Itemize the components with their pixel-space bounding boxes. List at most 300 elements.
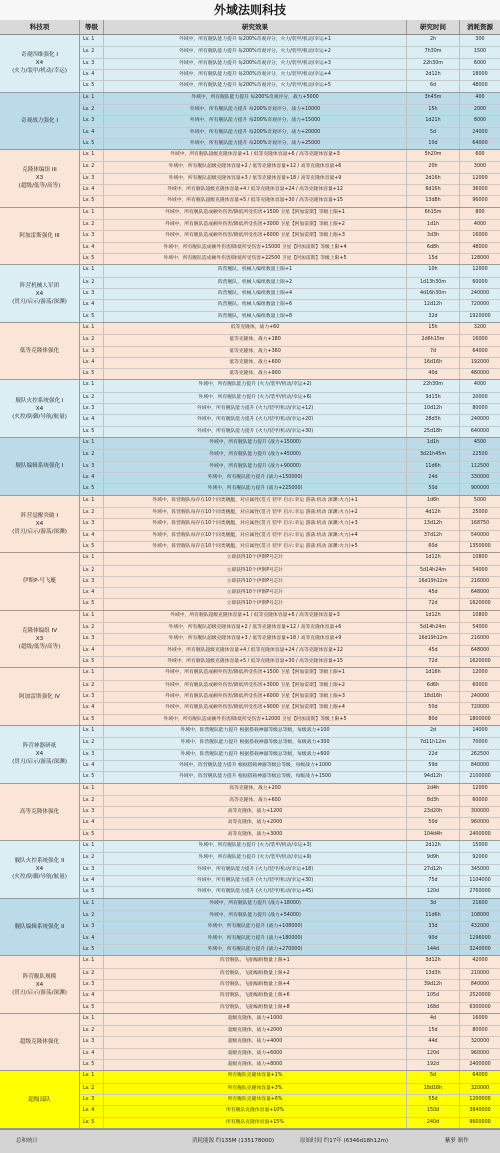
- tech-group: [0, 668, 500, 726]
- tech-group: [0, 553, 500, 611]
- time-cell: 20h: [407, 162, 460, 172]
- table-row: [80, 622, 500, 633]
- time-cell: 5d14h24m: [407, 623, 460, 633]
- effect-cell: 高等克隆体，战力+200: [104, 784, 407, 795]
- cost-cell: 640000: [470, 428, 490, 434]
- effect-cell: 外域中，所有舰队能力提升 (战力+15000): [104, 438, 407, 449]
- tech-group-rows: [80, 784, 500, 841]
- effect-cell: 外域中，所有舰队能力提升 (战力+150000): [104, 473, 407, 483]
- cost-cell: 300: [475, 37, 485, 42]
- level-cell: Lv. 2: [80, 681, 104, 691]
- time-cell: 6d8h: [407, 243, 460, 253]
- effect-cell: 阵营舰队，飞船编组数量上限+2: [104, 969, 407, 979]
- header-cost: 消耗资源: [467, 23, 493, 31]
- tech-group: [0, 1014, 500, 1072]
- table-row: [80, 323, 500, 334]
- table-row: [80, 208, 500, 219]
- level-cell: Lv. 3: [80, 865, 104, 875]
- cost-cell: 720000: [470, 302, 490, 308]
- table-row: [80, 910, 500, 921]
- tech-group: [0, 496, 500, 554]
- effect-cell: 外域中，所有舰队能力提升 每200%奇观评分，火力/装甲/机动/幸运+1: [104, 35, 407, 46]
- time-cell: 33d: [407, 922, 460, 932]
- table-row: [80, 1036, 500, 1047]
- table-row: [80, 541, 500, 552]
- effect-cell: 超级克隆体，战力+4000: [104, 1037, 407, 1047]
- table-row: [80, 173, 500, 184]
- table-row: [80, 58, 500, 69]
- table-row: [80, 461, 500, 472]
- table-row: [80, 150, 500, 161]
- time-cell: 22h30m: [407, 380, 460, 391]
- tech-group-rows: [80, 899, 500, 956]
- totals-time: 原始时间 约17年 (6346d18h12m): [300, 1138, 389, 1144]
- level-cell: Lv. 1: [80, 956, 104, 967]
- level-cell: Lv. 1: [80, 841, 104, 852]
- cost-cell: 648000: [470, 647, 490, 653]
- cost-cell: 960000: [470, 1050, 490, 1056]
- time-cell: 10d: [407, 139, 460, 149]
- effect-cell: 低等克隆体，战力+360: [104, 347, 407, 357]
- cost-cell: 1296000: [469, 935, 491, 941]
- time-cell: 2d: [407, 726, 460, 737]
- header-level: 等级: [80, 20, 104, 34]
- effect-cell: 外域中，所有舰队超级克隆体容量+3 / 低等克隆体容量+18 / 高等克隆体容量+9: [104, 634, 407, 644]
- time-cell: 55d: [407, 1095, 460, 1105]
- time-cell: 3d13h: [407, 393, 460, 403]
- effect-cell: 超级克隆体，战力+1000: [104, 1014, 407, 1025]
- time-cell: 3d: [407, 899, 460, 910]
- cost-cell: 6000: [473, 60, 487, 66]
- effect-cell: 高等克隆体，战力+2000: [104, 818, 407, 828]
- time-cell: 6h15m: [407, 208, 460, 219]
- table-row: [80, 1059, 500, 1070]
- effect-cell: 外域中，所有舰队能力提升 每200%奇观评分，火力/装甲/机动/幸运+2: [104, 47, 407, 57]
- table-row: [80, 691, 500, 702]
- table-row: [80, 483, 500, 494]
- table-row: [80, 611, 500, 622]
- level-cell: Lv. 1: [80, 208, 104, 219]
- level-cell: Lv. 2: [80, 450, 104, 460]
- effect-cell: 外域中，阵营舰队每存在10个同类舰艇，对应属性(贯刃 装甲 启示:幸运 游荡:机动 深渊:火力)+2: [104, 508, 407, 518]
- time-cell: 22d: [407, 750, 460, 760]
- totals-row: [0, 1129, 500, 1153]
- cost-cell: 320000: [470, 1039, 490, 1045]
- time-cell: 45d: [407, 646, 460, 656]
- table-row: [80, 633, 500, 644]
- table-row: [80, 1083, 500, 1094]
- effect-cell: 阵营舰队，飞船编组数量上限+8: [104, 1003, 407, 1013]
- cost-cell: 3000: [473, 164, 487, 170]
- effect-cell: 阵营舰队，机械人编组数量上限+2: [104, 278, 407, 288]
- cost-cell: 80000: [472, 406, 488, 412]
- tech-group: [0, 956, 500, 1014]
- tech-group: [0, 150, 500, 208]
- effect-cell: 立即获得10个伊斯P号芯片: [104, 588, 407, 598]
- table-row: [80, 864, 500, 875]
- table-row: [80, 138, 500, 149]
- time-cell: 39d12h: [407, 980, 460, 990]
- effect-cell: 外域中，所有舰队能力提升 (战力+180000): [104, 934, 407, 944]
- level-cell: Lv. 2: [80, 911, 104, 921]
- tech-group-rows: [80, 323, 500, 380]
- table-row: [80, 357, 500, 368]
- tech-group-name: 低等克隆体强化: [0, 323, 80, 380]
- level-cell: Lv. 3: [80, 692, 104, 702]
- tech-group: [0, 438, 500, 496]
- tech-group-name: 超级部队: [0, 1071, 80, 1128]
- table-row: [80, 80, 500, 91]
- time-cell: 72d: [407, 657, 460, 667]
- table-row: [80, 414, 500, 425]
- table-row: [80, 392, 500, 403]
- table-row: [80, 587, 500, 598]
- level-cell: Lv. 1: [80, 93, 104, 104]
- time-cell: 11d6h: [407, 911, 460, 921]
- table-row: [80, 668, 500, 679]
- table-row: [80, 598, 500, 609]
- time-cell: 18d16h: [407, 1084, 460, 1094]
- effect-cell: 外域中，所有舰队能力提升 (战力+18000): [104, 899, 407, 910]
- effect-cell: 低等克隆体，战力+900: [104, 369, 407, 379]
- table-row: [80, 334, 500, 345]
- tech-group-rows: [80, 150, 500, 207]
- level-cell: Lv. 5: [80, 945, 104, 955]
- tech-group-name: 超级克隆体强化: [0, 1014, 80, 1071]
- level-cell: Lv. 2: [80, 508, 104, 518]
- cost-cell: 64000: [472, 1073, 488, 1079]
- table-row: [80, 253, 500, 264]
- time-cell: 2d12h: [407, 70, 460, 80]
- table-row: [80, 161, 500, 172]
- level-cell: Lv. 3: [80, 922, 104, 932]
- effect-cell: 超级克隆体，战力+8000: [104, 1060, 407, 1070]
- table-row: [80, 714, 500, 725]
- cost-cell: 5000: [473, 497, 487, 503]
- level-cell: Lv. 5: [80, 715, 104, 725]
- cost-cell: 216000: [470, 636, 490, 642]
- level-cell: Lv. 1: [80, 1014, 104, 1025]
- cost-cell: 60000: [472, 279, 488, 285]
- tech-group-rows: [80, 611, 500, 668]
- tech-group-name: 克隆体编组 IV X3 (超级/低等/高等): [0, 611, 80, 668]
- tech-group: [0, 784, 500, 842]
- tech-group: [0, 323, 500, 381]
- time-cell: 2d4h: [407, 784, 460, 795]
- time-cell: 3d3h: [407, 231, 460, 241]
- cost-cell: 1104000: [469, 878, 491, 884]
- tech-group-name: 阵营舰队规模 X4 (贯刃/启示/游荡/深渊): [0, 956, 80, 1013]
- effect-cell: 外域中，所有舰队能力提升 (战力+54000): [104, 911, 407, 921]
- effect-cell: 外域中，阵营舰队每存在10个同类舰艇，对应属性(贯刃 装甲 启示:幸运 游荡:机动 深渊:火力)+5: [104, 542, 407, 552]
- table-row: [80, 46, 500, 57]
- level-cell: Lv. 1: [80, 668, 104, 679]
- level-cell: Lv. 3: [80, 1037, 104, 1047]
- cost-cell: 108000: [470, 912, 490, 918]
- level-cell: Lv. 2: [80, 47, 104, 57]
- cost-cell: 3200: [473, 324, 487, 330]
- level-cell: Lv. 3: [80, 980, 104, 990]
- time-cell: 22h30m: [407, 59, 460, 69]
- table-row: [80, 656, 500, 667]
- effect-cell: 所有舰队克隆体容量+6%: [104, 1095, 407, 1105]
- time-cell: 90d: [407, 934, 460, 944]
- totals-label: 总和统计: [16, 1138, 39, 1144]
- time-cell: 94d12h: [407, 772, 460, 782]
- effect-cell: 外域中，所有舰队能力提升 (战力+45000): [104, 450, 407, 460]
- time-cell: 5h20m: [407, 150, 460, 161]
- table-row: [80, 565, 500, 576]
- table-row: [80, 230, 500, 241]
- table-row: [80, 899, 500, 910]
- time-cell: 8d3h: [407, 796, 460, 806]
- level-cell: Lv. 1: [80, 899, 104, 910]
- effect-cell: 所有舰队克隆体容量+1%: [104, 1071, 407, 1082]
- time-cell: 1d16h: [407, 668, 460, 679]
- time-cell: 9d9h: [407, 853, 460, 863]
- cost-cell: 2760000: [469, 889, 491, 895]
- table-row: [80, 645, 500, 656]
- cost-cell: 600: [475, 152, 485, 158]
- effect-cell: 外域中，所有舰队造成额外伤害/降低所受伤害+6000 卫星【阿加雷斯】等级上限+3: [104, 231, 407, 241]
- time-cell: 45d: [407, 588, 460, 598]
- time-cell: 40d: [407, 369, 460, 379]
- time-cell: 2d12h: [407, 841, 460, 852]
- tech-group-name: 克隆体编组 III X3 (超级/低等/高等): [0, 150, 80, 207]
- time-cell: 1d13h30m: [407, 278, 460, 288]
- effect-cell: 外域中，阵营舰队每存在10个同类舰艇，对应属性(贯刃 装甲 启示:幸运 游荡:机动 深渊:火力)+4: [104, 531, 407, 541]
- table-row: [80, 771, 500, 782]
- effect-cell: 立即获得10个伊斯P号芯片: [104, 599, 407, 609]
- cost-cell: 240000: [470, 417, 490, 423]
- effect-cell: 外域中，所有舰队超级克隆体容量+1 / 低等克隆体容量+6 / 高等克隆体容量+3: [104, 611, 407, 622]
- tech-group-name: 奇观战力强化 I: [0, 93, 80, 150]
- tech-group-rows: [80, 496, 500, 553]
- time-cell: 13d8h: [407, 196, 460, 206]
- table-row: [80, 93, 500, 104]
- effect-cell: 外域中，所有舰队造成额外伤害/降低所受伤害+1500 卫星【阿加雷斯】等级上限+1: [104, 668, 407, 679]
- effect-cell: 外域中，所有舰队能力提升 (战力+270000): [104, 945, 407, 955]
- table-row: [80, 852, 500, 863]
- header-tech-item: 科技项: [0, 20, 80, 34]
- cost-cell: 800: [475, 209, 485, 215]
- table-row: [80, 242, 500, 253]
- time-cell: 2d16h: [407, 174, 460, 184]
- cost-cell: 4000: [473, 382, 487, 388]
- effect-cell: 外域中，所有舰队超级克隆体容量+3 / 低等克隆体容量+18 / 高等克隆体容量+9: [104, 174, 407, 184]
- table-row: [80, 933, 500, 944]
- cost-cell: 2400000: [469, 831, 491, 837]
- effect-cell: 外域中，阵营舰队能力提升 根据搭载神器等级总等级，每级战力+1000: [104, 761, 407, 771]
- table-row: [80, 1025, 500, 1036]
- effect-cell: 外域中，所有舰队能力提升 (火力/装甲/机动/幸运+6): [104, 393, 407, 403]
- level-cell: Lv. 5: [80, 196, 104, 206]
- cost-cell: 64000: [472, 348, 488, 354]
- table-row: [80, 115, 500, 126]
- cost-cell: 210000: [470, 970, 490, 976]
- cost-cell: 36000: [472, 187, 488, 193]
- cost-cell: 10800: [472, 555, 488, 561]
- cost-cell: 330000: [470, 474, 490, 480]
- level-cell: Lv. 1: [80, 784, 104, 795]
- cost-cell: 54000: [472, 625, 488, 631]
- effect-cell: 外域中，所有舰队能力提升 每200%奇观评分，战力+5000: [104, 93, 407, 104]
- effect-cell: 超级克隆体，战力+2000: [104, 1026, 407, 1036]
- time-cell: 2d6h15m: [407, 335, 460, 345]
- effect-cell: 外域中，所有舰队超级克隆体容量+5 / 低等克隆体容量+30 / 高等克隆体容量+15: [104, 657, 407, 667]
- time-cell: 240d: [407, 1118, 460, 1128]
- time-cell: 3d12h: [407, 956, 460, 967]
- cost-cell: 12000: [472, 175, 488, 181]
- level-cell: Lv. 3: [80, 750, 104, 760]
- cost-cell: 4500: [473, 440, 487, 446]
- time-cell: 168d: [407, 1003, 460, 1013]
- effect-cell: 所有舰队克隆体容量+15%: [104, 1118, 407, 1128]
- time-cell: 4d12h: [407, 508, 460, 518]
- time-cell: 60d: [407, 542, 460, 552]
- cost-cell: 112500: [470, 463, 490, 469]
- time-cell: 32d: [407, 312, 460, 322]
- effect-cell: 外域中，所有舰队能力提升 (火力/装甲/机动/幸运+12): [104, 404, 407, 414]
- table-row: [80, 1117, 500, 1128]
- cost-cell: 320000: [470, 1085, 490, 1091]
- effect-cell: 立即获得10个伊斯P号芯片: [104, 553, 407, 564]
- effect-cell: 外域中，所有舰队能力提升 (火力/装甲/机动/幸运+20): [104, 415, 407, 425]
- table-row: [80, 438, 500, 449]
- level-cell: Lv. 4: [80, 761, 104, 771]
- level-cell: Lv. 4: [80, 1106, 104, 1116]
- cost-cell: 80000: [472, 1028, 488, 1034]
- cost-cell: 70000: [472, 740, 488, 746]
- effect-cell: 外域中，所有舰队能力提升 每200%奇观评分，战力+15000: [104, 116, 407, 126]
- effect-cell: 外域中，阵营舰队能力提升 根据搭载神器等级总等级，每级战力+100: [104, 726, 407, 737]
- cost-cell: 432000: [470, 924, 490, 930]
- tech-group-rows: [80, 841, 500, 898]
- level-cell: Lv. 4: [80, 934, 104, 944]
- table-row: [80, 944, 500, 955]
- level-cell: Lv. 1: [80, 150, 104, 161]
- level-cell: Lv. 4: [80, 358, 104, 368]
- time-cell: 3h45m: [407, 93, 460, 104]
- effect-cell: 外域中，所有舰队造成额外伤害/降低所受伤害+12000 卫星【阿加雷斯】等级上限+5: [104, 715, 407, 725]
- table-row: [80, 702, 500, 713]
- cost-cell: 168750: [470, 521, 490, 527]
- table-row: [80, 265, 500, 276]
- level-cell: Lv. 5: [80, 81, 104, 91]
- cost-cell: 1920000: [469, 313, 491, 319]
- time-cell: 7d11h12m: [407, 738, 460, 748]
- time-cell: 50d: [407, 818, 460, 828]
- time-cell: 5d: [407, 1071, 460, 1082]
- level-cell: Lv. 3: [80, 116, 104, 126]
- effect-cell: 外域中，所有舰队造成额外伤害/降低所受伤害+22500 卫星【阿加雷斯】等级上限+5: [104, 254, 407, 264]
- effect-cell: 外域中，阵营舰队能力提升 根据搭载神器等级总等级，每级战力+600: [104, 750, 407, 760]
- time-cell: 104d4h: [407, 830, 460, 840]
- table-row: [80, 553, 500, 564]
- effect-cell: 高等克隆体，战力+1200: [104, 807, 407, 817]
- level-cell: Lv. 3: [80, 404, 104, 414]
- time-cell: 16d16h: [407, 358, 460, 368]
- time-cell: 7h30m: [407, 47, 460, 57]
- cost-cell: 48000: [472, 83, 488, 89]
- tech-group-name: 高等克隆体强化: [0, 784, 80, 841]
- table-row: [80, 219, 500, 230]
- level-cell: Lv. 3: [80, 462, 104, 472]
- level-cell: Lv. 1: [80, 726, 104, 737]
- table-row: [80, 760, 500, 771]
- table-row: [80, 990, 500, 1001]
- table-row: [80, 69, 500, 80]
- level-cell: Lv. 3: [80, 634, 104, 644]
- cost-cell: 92000: [472, 855, 488, 861]
- time-cell: 50d: [407, 703, 460, 713]
- effect-cell: 外域中，所有舰队能力提升 (火力/装甲/机动/幸运+2): [104, 380, 407, 391]
- cost-cell: 2000: [473, 106, 487, 112]
- level-cell: Lv. 2: [80, 278, 104, 288]
- level-cell: Lv. 1: [80, 380, 104, 391]
- level-cell: Lv. 4: [80, 1049, 104, 1059]
- cost-cell: 480000: [470, 371, 490, 377]
- effect-cell: 外域中，所有舰队能力提升 每200%奇观评分，战力+20000: [104, 128, 407, 138]
- cost-cell: 12000: [472, 267, 488, 273]
- level-cell: Lv. 4: [80, 876, 104, 886]
- table-row: [80, 1071, 500, 1082]
- level-cell: Lv. 2: [80, 566, 104, 576]
- time-cell: 72d: [407, 599, 460, 609]
- table-row: [80, 507, 500, 518]
- level-cell: Lv. 3: [80, 59, 104, 69]
- time-cell: 13d12h: [407, 519, 460, 529]
- level-cell: Lv. 1: [80, 496, 104, 507]
- time-cell: 50d: [407, 484, 460, 494]
- table-row: [80, 795, 500, 806]
- level-cell: Lv. 1: [80, 323, 104, 334]
- tech-group-name: 奇观四维强化 I X4 (火力/装甲/机动/幸运): [0, 35, 80, 92]
- cost-cell: 16000: [472, 233, 488, 239]
- table-row: [80, 518, 500, 529]
- table-row: [80, 806, 500, 817]
- level-cell: Lv. 3: [80, 347, 104, 357]
- time-cell: 28d3h: [407, 415, 460, 425]
- table-row: [80, 530, 500, 541]
- time-cell: 5d: [407, 128, 460, 138]
- tech-group: [0, 35, 500, 93]
- time-cell: 4d: [407, 1014, 460, 1025]
- effect-cell: 外域中，所有舰队造成额外伤害/降低所受伤害+9000 卫星【阿加雷斯】等级上限+4: [104, 703, 407, 713]
- level-cell: Lv. 5: [80, 1118, 104, 1128]
- effect-cell: 外域中，所有舰队超级克隆体容量+4 / 低等克隆体容量+24 / 高等克隆体容量+12: [104, 646, 407, 656]
- effect-cell: 外域中，所有舰队能力提升 每200%奇观评分，火力/装甲/机动/幸运+3: [104, 59, 407, 69]
- cost-cell: 9600000: [469, 1119, 491, 1125]
- table-row: [80, 968, 500, 979]
- level-cell: Lv. 4: [80, 300, 104, 310]
- cost-cell: 96000: [472, 198, 488, 204]
- cost-cell: 48000: [472, 244, 488, 250]
- cost-cell: 24000: [472, 129, 488, 135]
- time-cell: 15d: [407, 1026, 460, 1036]
- time-cell: 80d: [407, 715, 460, 725]
- tech-groups: [0, 35, 500, 1129]
- cost-cell: 8000: [473, 118, 487, 124]
- level-cell: Lv. 2: [80, 738, 104, 748]
- effect-cell: 外域中，阵营舰队能力提升 根据搭载神器等级总等级，每级战力+300: [104, 738, 407, 748]
- cost-cell: 960000: [470, 820, 490, 826]
- cost-cell: 14000: [472, 727, 488, 733]
- totals-credit: 紫萝 制作: [445, 1138, 469, 1144]
- table-row: [80, 886, 500, 897]
- effect-cell: 外域中，所有舰队超级克隆体容量+1 / 低等克隆体容量+6 / 高等克隆体容量+3: [104, 150, 407, 161]
- table-row: [80, 817, 500, 828]
